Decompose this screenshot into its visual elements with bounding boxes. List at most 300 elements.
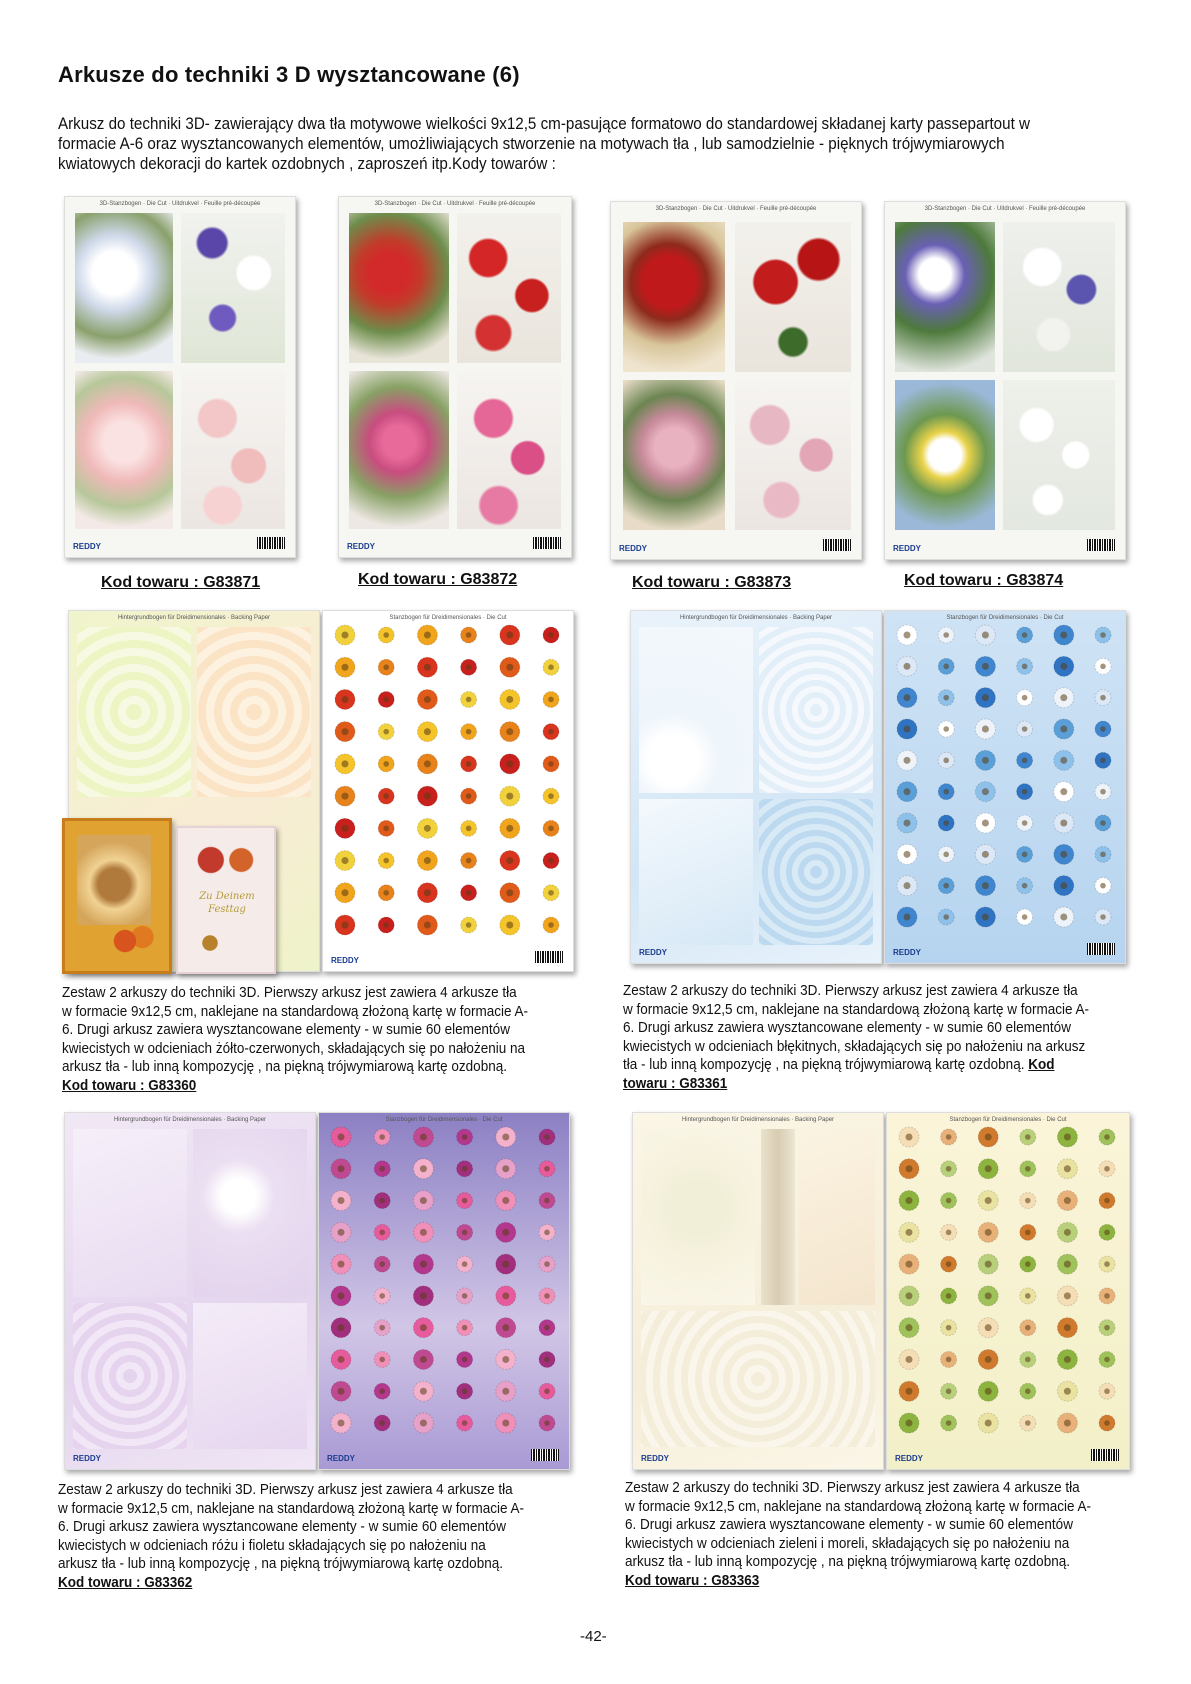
flower-cutout <box>500 689 520 709</box>
flower-cutout <box>897 750 917 770</box>
flower-cutout <box>500 625 520 645</box>
flower-cutout <box>941 1256 957 1272</box>
card-flowers <box>188 840 264 880</box>
bg-sheet-g83363 <box>632 1112 884 1470</box>
bg-panel <box>761 1129 795 1305</box>
description-text: Zestaw 2 arkuszy do techniki 3D. Pierwszy arkusz jest zawiera 4 arkusze tła w formacie 9x12,5 cm, naklejane na standardową złożoną kartę w formacie A-6. Drugi arkusz zawiera wysztancowane elementy - w sumie 60 elementów kwiecistych w odcieniach zieleni i moreli, składających się po nałożeniu na arkusz tła - lub inną kompozycję , na piękną trójwymiarową kartę ozdobną. <box>625 1479 1091 1570</box>
flower-cutout <box>938 784 954 800</box>
brand-logo: REDDY <box>641 1454 670 1463</box>
flower-cutout <box>374 1129 390 1145</box>
flower-cutout <box>938 752 954 768</box>
flower-cutout <box>941 1351 957 1367</box>
bg-panel <box>197 627 311 797</box>
sheet-header: 3D-Stanzbogen · Die Cut · Uitdrukvel · Feuille pré-découpée <box>99 201 261 207</box>
flower-cutout <box>496 1254 516 1274</box>
flower-cutout <box>543 885 559 901</box>
flower-cutout <box>331 1381 351 1401</box>
barcode <box>535 951 563 963</box>
flower-cutout <box>1054 719 1074 739</box>
flower-cutout <box>899 1191 919 1211</box>
flower-cutout <box>378 724 394 740</box>
flower-cutout <box>1017 752 1033 768</box>
flower-cutout <box>461 820 477 836</box>
bg-panel <box>75 213 173 363</box>
flower-cutout <box>378 756 394 772</box>
flower-cutout <box>461 627 477 643</box>
flower-cutout <box>1020 1256 1036 1272</box>
flower-cutout <box>457 1383 473 1399</box>
flower-cutout <box>461 853 477 869</box>
flower-cutout <box>374 1288 390 1304</box>
page-number: -42- <box>580 1628 607 1645</box>
bg-panel <box>895 380 995 530</box>
code-label-g83872: Kod towaru : G83872 <box>358 571 518 588</box>
flower-cutout <box>496 1222 516 1242</box>
flowers-panel <box>181 371 285 529</box>
barcode <box>257 537 285 549</box>
flower-cutout <box>335 689 355 709</box>
flower-cutout <box>374 1256 390 1272</box>
barcode <box>823 539 851 551</box>
flower-cutout <box>975 907 995 927</box>
flower-cutout <box>374 1193 390 1209</box>
flower-cutout <box>1057 1254 1077 1274</box>
flower-cutout <box>543 659 559 675</box>
flower-cutout <box>941 1320 957 1336</box>
flower-cutout <box>331 1254 351 1274</box>
flower-cutout <box>1099 1351 1115 1367</box>
description-g83360 <box>62 984 530 1095</box>
flower-cutout <box>1099 1193 1115 1209</box>
bg-panel <box>73 1303 187 1449</box>
flower-cutout <box>1057 1191 1077 1211</box>
flower-cutout <box>1017 627 1033 643</box>
flowers-panel <box>181 213 285 363</box>
flower-cutout <box>897 844 917 864</box>
flower-cutout <box>1054 750 1074 770</box>
bg-panel <box>193 1129 307 1297</box>
code-label-g83873: Kod towaru : G83873 <box>632 574 792 591</box>
flower-cutout <box>413 1222 433 1242</box>
flower-cutout <box>378 853 394 869</box>
flower-cutout <box>331 1191 351 1211</box>
flower-cutout <box>331 1318 351 1338</box>
flower-cutout <box>1057 1159 1077 1179</box>
flower-cutout <box>1099 1161 1115 1177</box>
bg-panel <box>759 799 873 945</box>
flowers-panel <box>735 380 851 530</box>
flower-cutout <box>457 1161 473 1177</box>
bg-panel <box>639 627 753 793</box>
sheet-header: 3D-Stanzbogen · Die Cut · Uitdrukvel · Feuille pré-découpée <box>655 206 817 212</box>
flower-cutout <box>897 688 917 708</box>
flower-grid <box>885 611 1125 963</box>
flower-cutout <box>413 1381 433 1401</box>
flower-cutout <box>975 813 995 833</box>
intro-paragraph: Arkusz do techniki 3D- zawierający dwa tła motywowe wielkości 9x12,5 cm-pasujące formatowo do standardowej składanej karty passepartout w formacie A-6 oraz wysztancowanych elementów, umożliwiających stworzenie na motywach tła , lub samodzielnie - pięknych trójwymiarowych kwiatowych dekoracji do kartek ozdobnych , zaproszeń itp.Kody towarów : <box>58 115 1030 173</box>
flower-cutout <box>1017 846 1033 862</box>
flower-cutout <box>496 1318 516 1338</box>
flower-cutout <box>378 788 394 804</box>
flower-cutout <box>1020 1193 1036 1209</box>
flower-cutout <box>378 691 394 707</box>
flower-cutout <box>461 756 477 772</box>
flower-cutout <box>978 1381 998 1401</box>
flower-cutout <box>1057 1127 1077 1147</box>
flower-cutout <box>978 1159 998 1179</box>
sheet-header: Stanzbogen für Dreidimensionales · Die Cut <box>946 615 1064 621</box>
flower-cutout <box>543 756 559 772</box>
flower-cutout <box>938 815 954 831</box>
flower-cutout <box>941 1383 957 1399</box>
flower-cutout <box>457 1224 473 1240</box>
sheet-header: Stanzbogen für Dreidimensionales · Die Cut <box>389 615 507 621</box>
flower-cutout <box>1099 1383 1115 1399</box>
flower-cutout <box>374 1415 390 1431</box>
card-flowers <box>190 928 230 958</box>
bg-panel <box>193 1303 307 1449</box>
flower-cutout <box>899 1222 919 1242</box>
sheet-header: Hintergrundbogen für Dreidimensionales · Backing Paper <box>117 615 271 621</box>
flower-cutout <box>331 1286 351 1306</box>
flower-cutout <box>457 1129 473 1145</box>
flower-cutout <box>539 1320 555 1336</box>
bg-panel <box>641 1311 875 1447</box>
card-greeting: Zu Deinem Festtag <box>199 891 255 915</box>
example-card-bear <box>62 818 172 974</box>
flower-cutout <box>417 883 437 903</box>
description-g83363 <box>625 1479 1093 1590</box>
code-label-g83871: Kod towaru : G83871 <box>101 574 261 591</box>
flower-cutout <box>539 1415 555 1431</box>
flower-cutout <box>975 844 995 864</box>
bg-panel <box>349 213 449 363</box>
flower-cutout <box>1057 1349 1077 1369</box>
flower-cutout <box>899 1254 919 1274</box>
description-text: Zestaw 2 arkuszy do techniki 3D. Pierwszy arkusz jest zawiera 4 arkusze tła w formacie 9x12,5 cm, naklejane na standardową złożoną kartę w formacie A-6. Drugi arkusz zawiera wysztancowane elementy - w sumie 60 elementów kwiecistych w odcieniach żółto-czerwonych, składających się po nałożeniu na arkusz tła - lub inną kompozycję , na piękną trójwymiarową kartę ozdobną. <box>62 984 528 1075</box>
flower-cutout <box>500 915 520 935</box>
flower-cutout <box>1095 909 1111 925</box>
flower-cutout <box>1095 846 1111 862</box>
flower-cutout <box>1020 1288 1036 1304</box>
flower-cutout <box>331 1222 351 1242</box>
flower-cutout <box>543 917 559 933</box>
flower-cutout <box>457 1193 473 1209</box>
flower-cutout <box>1054 907 1074 927</box>
flower-cutout <box>897 719 917 739</box>
flower-cutout <box>897 782 917 802</box>
flower-cutout <box>500 851 520 871</box>
flower-cutout <box>374 1383 390 1399</box>
flower-cutout <box>1017 721 1033 737</box>
flower-cutout <box>938 846 954 862</box>
flower-cutout <box>374 1224 390 1240</box>
flower-cutout <box>1099 1415 1115 1431</box>
brand-logo: REDDY <box>73 542 102 551</box>
flower-cutout <box>899 1159 919 1179</box>
bg-panel <box>349 371 449 529</box>
flower-cutout <box>938 627 954 643</box>
sheet-header: Stanzbogen für Dreidimensionales · Die Cut <box>385 1117 503 1123</box>
barcode <box>533 537 561 549</box>
flower-cutout <box>978 1286 998 1306</box>
flower-cutout <box>500 786 520 806</box>
flower-cutout <box>1020 1161 1036 1177</box>
flower-cutout <box>378 659 394 675</box>
flower-cutout <box>897 876 917 896</box>
flower-cutout <box>543 853 559 869</box>
bg-panel <box>639 799 753 945</box>
diecut-sheet-g83360 <box>322 610 574 972</box>
bg-panel <box>641 1129 755 1305</box>
flower-cutout <box>1099 1320 1115 1336</box>
flower-cutout <box>335 657 355 677</box>
flower-cutout <box>897 907 917 927</box>
flower-cutout <box>975 719 995 739</box>
description-text: Zestaw 2 arkuszy do techniki 3D. Pierwszy arkusz jest zawiera 4 arkusze tła w formacie 9x12,5 cm, naklejane na standardową złożoną kartę w formacie A-6. Drugi arkusz zawiera wysztancowane elementy - w sumie 60 elementów kwiecistych w odcieniach różu i fioletu składających się po nałożeniu na arkusz tła - lub inną kompozycję , na piękną trójwymiarową kartę ozdobną. <box>58 1481 524 1572</box>
flower-cutout <box>975 750 995 770</box>
flower-cutout <box>335 786 355 806</box>
description-text: Zestaw 2 arkuszy do techniki 3D. Pierwszy arkusz jest zawiera 4 arkusze tła w formacie 9x12,5 cm, naklejane na standardową złożoną kartę w formacie A-6. Drugi arkusz zawiera wysztancowane elementy - w sumie 60 elementów kwiecistych w odcieniach błękitnych, składających się po nałożeniu na arkusz tła - lub inną kompozycję , na piękną trójwymiarową kartę ozdobną. <box>623 982 1089 1073</box>
bg-panel <box>895 222 995 372</box>
flower-cutout <box>417 818 437 838</box>
flower-cutout <box>539 1129 555 1145</box>
flower-cutout <box>938 878 954 894</box>
flower-cutout <box>461 724 477 740</box>
flower-cutout <box>1057 1222 1077 1242</box>
flower-cutout <box>899 1381 919 1401</box>
flower-cutout <box>1054 782 1074 802</box>
flower-cutout <box>1054 813 1074 833</box>
brand-logo: REDDY <box>331 956 360 965</box>
flowers-panel <box>457 213 561 363</box>
flower-cutout <box>331 1159 351 1179</box>
flower-cutout <box>1017 909 1033 925</box>
flower-cutout <box>543 788 559 804</box>
product-image-g83874 <box>884 201 1126 560</box>
flower-cutout <box>539 1224 555 1240</box>
flower-cutout <box>417 851 437 871</box>
flower-cutout <box>543 724 559 740</box>
flower-cutout <box>461 885 477 901</box>
flower-cutout <box>899 1349 919 1369</box>
card-image <box>77 835 151 925</box>
flower-cutout <box>1095 690 1111 706</box>
flower-cutout <box>941 1129 957 1145</box>
flower-cutout <box>417 754 437 774</box>
flower-cutout <box>1020 1383 1036 1399</box>
code-label-g83362: Kod towaru : G83362 <box>58 1573 193 1591</box>
flower-cutout <box>1057 1318 1077 1338</box>
flower-cutout <box>1095 721 1111 737</box>
flower-cutout <box>1057 1381 1077 1401</box>
barcode <box>1091 1449 1119 1461</box>
flower-cutout <box>417 786 437 806</box>
brand-logo: REDDY <box>73 1454 102 1463</box>
flower-cutout <box>1054 688 1074 708</box>
flower-cutout <box>500 883 520 903</box>
flower-cutout <box>378 820 394 836</box>
flower-cutout <box>1095 658 1111 674</box>
flower-cutout <box>543 627 559 643</box>
card-flowers <box>105 921 155 961</box>
product-image-g83872 <box>338 196 572 558</box>
flower-cutout <box>539 1161 555 1177</box>
sheet-header: 3D-Stanzbogen · Die Cut · Uitdrukvel · Feuille pré-découpée <box>924 206 1086 212</box>
flower-cutout <box>1017 878 1033 894</box>
flower-cutout <box>413 1191 433 1211</box>
flower-cutout <box>496 1286 516 1306</box>
code-label-g83360: Kod towaru : G83360 <box>62 1076 197 1094</box>
flower-cutout <box>1017 658 1033 674</box>
flower-cutout <box>975 625 995 645</box>
brand-logo: REDDY <box>893 948 922 957</box>
bg-sheet-g83361 <box>630 610 882 964</box>
flower-cutout <box>461 788 477 804</box>
flower-cutout <box>1020 1351 1036 1367</box>
flower-cutout <box>417 915 437 935</box>
flower-cutout <box>978 1318 998 1338</box>
flower-cutout <box>899 1286 919 1306</box>
sheet-header: 3D-Stanzbogen · Die Cut · Uitdrukvel · Feuille pré-découpée <box>374 201 536 207</box>
code-label-g83361: Kod towaru : G83361 <box>623 1056 1055 1092</box>
flower-cutout <box>331 1349 351 1369</box>
bg-sheet-g83362 <box>64 1112 316 1470</box>
flower-cutout <box>457 1256 473 1272</box>
flower-cutout <box>496 1413 516 1433</box>
flower-cutout <box>1095 627 1111 643</box>
bg-panel <box>73 1129 187 1297</box>
flower-cutout <box>374 1161 390 1177</box>
flower-cutout <box>1017 784 1033 800</box>
flower-cutout <box>331 1127 351 1147</box>
flower-cutout <box>1054 625 1074 645</box>
flower-cutout <box>978 1254 998 1274</box>
bg-panel <box>623 222 725 372</box>
flower-cutout <box>1054 656 1074 676</box>
flower-cutout <box>374 1351 390 1367</box>
flowers-panel <box>457 371 561 529</box>
flower-cutout <box>500 657 520 677</box>
flower-cutout <box>413 1159 433 1179</box>
flower-cutout <box>899 1413 919 1433</box>
flower-cutout <box>335 625 355 645</box>
flower-cutout <box>457 1288 473 1304</box>
flower-cutout <box>1020 1129 1036 1145</box>
flower-cutout <box>374 1320 390 1336</box>
brand-logo: REDDY <box>619 544 648 553</box>
flower-cutout <box>975 688 995 708</box>
flower-cutout <box>417 625 437 645</box>
flower-cutout <box>417 722 437 742</box>
flower-cutout <box>941 1161 957 1177</box>
flower-cutout <box>1095 815 1111 831</box>
flower-cutout <box>1054 876 1074 896</box>
flower-cutout <box>897 656 917 676</box>
flower-cutout <box>938 658 954 674</box>
flower-cutout <box>413 1413 433 1433</box>
flower-cutout <box>539 1288 555 1304</box>
flower-cutout <box>941 1415 957 1431</box>
description-g83362 <box>58 1481 526 1592</box>
bg-panel <box>623 380 725 530</box>
flower-cutout <box>461 917 477 933</box>
flower-cutout <box>899 1318 919 1338</box>
flower-cutout <box>1020 1415 1036 1431</box>
barcode <box>531 1449 559 1461</box>
flower-cutout <box>417 689 437 709</box>
flower-cutout <box>539 1351 555 1367</box>
flower-cutout <box>1095 752 1111 768</box>
sheet-header: Hintergrundbogen für Dreidimensionales · Backing Paper <box>679 615 833 621</box>
flower-cutout <box>978 1413 998 1433</box>
flower-cutout <box>539 1383 555 1399</box>
flower-cutout <box>500 722 520 742</box>
product-image-g83871 <box>64 196 296 558</box>
flower-cutout <box>1099 1129 1115 1145</box>
flower-cutout <box>378 627 394 643</box>
flower-cutout <box>1017 815 1033 831</box>
barcode <box>1087 539 1115 551</box>
flower-cutout <box>413 1254 433 1274</box>
diecut-sheet-g83363 <box>886 1112 1130 1470</box>
flower-cutout <box>500 818 520 838</box>
bg-panel <box>75 371 173 529</box>
brand-logo: REDDY <box>895 1454 924 1463</box>
flower-cutout <box>978 1191 998 1211</box>
code-label-g83363: Kod towaru : G83363 <box>625 1571 760 1589</box>
flower-cutout <box>335 754 355 774</box>
flower-cutout <box>1099 1224 1115 1240</box>
bg-panel <box>77 627 191 797</box>
flower-cutout <box>1099 1256 1115 1272</box>
flower-cutout <box>457 1320 473 1336</box>
diecut-sheet-g83361 <box>884 610 1126 964</box>
flower-grid <box>323 611 573 971</box>
flower-cutout <box>1095 784 1111 800</box>
flower-cutout <box>496 1349 516 1369</box>
flower-cutout <box>1057 1413 1077 1433</box>
flower-cutout <box>457 1415 473 1431</box>
flower-cutout <box>543 820 559 836</box>
flowers-panel <box>735 222 851 372</box>
code-label-g83874: Kod towaru : G83874 <box>904 572 1064 589</box>
flower-cutout <box>978 1349 998 1369</box>
flower-cutout <box>457 1351 473 1367</box>
flowers-panel <box>1003 222 1115 372</box>
sheet-header: Stanzbogen für Dreidimensionales · Die Cut <box>949 1117 1067 1123</box>
brand-logo: REDDY <box>893 544 922 553</box>
flower-cutout <box>938 909 954 925</box>
flower-cutout <box>1020 1224 1036 1240</box>
flower-cutout <box>413 1127 433 1147</box>
flower-cutout <box>941 1193 957 1209</box>
flower-cutout <box>461 659 477 675</box>
flower-cutout <box>496 1381 516 1401</box>
flower-cutout <box>461 691 477 707</box>
flower-cutout <box>496 1127 516 1147</box>
brand-logo: REDDY <box>347 542 376 551</box>
flower-cutout <box>413 1286 433 1306</box>
flower-cutout <box>941 1288 957 1304</box>
flower-cutout <box>899 1127 919 1147</box>
flower-cutout <box>413 1349 433 1369</box>
flower-cutout <box>335 851 355 871</box>
flower-cutout <box>1099 1288 1115 1304</box>
flower-cutout <box>1020 1320 1036 1336</box>
flower-grid <box>319 1113 569 1469</box>
flower-cutout <box>975 876 995 896</box>
